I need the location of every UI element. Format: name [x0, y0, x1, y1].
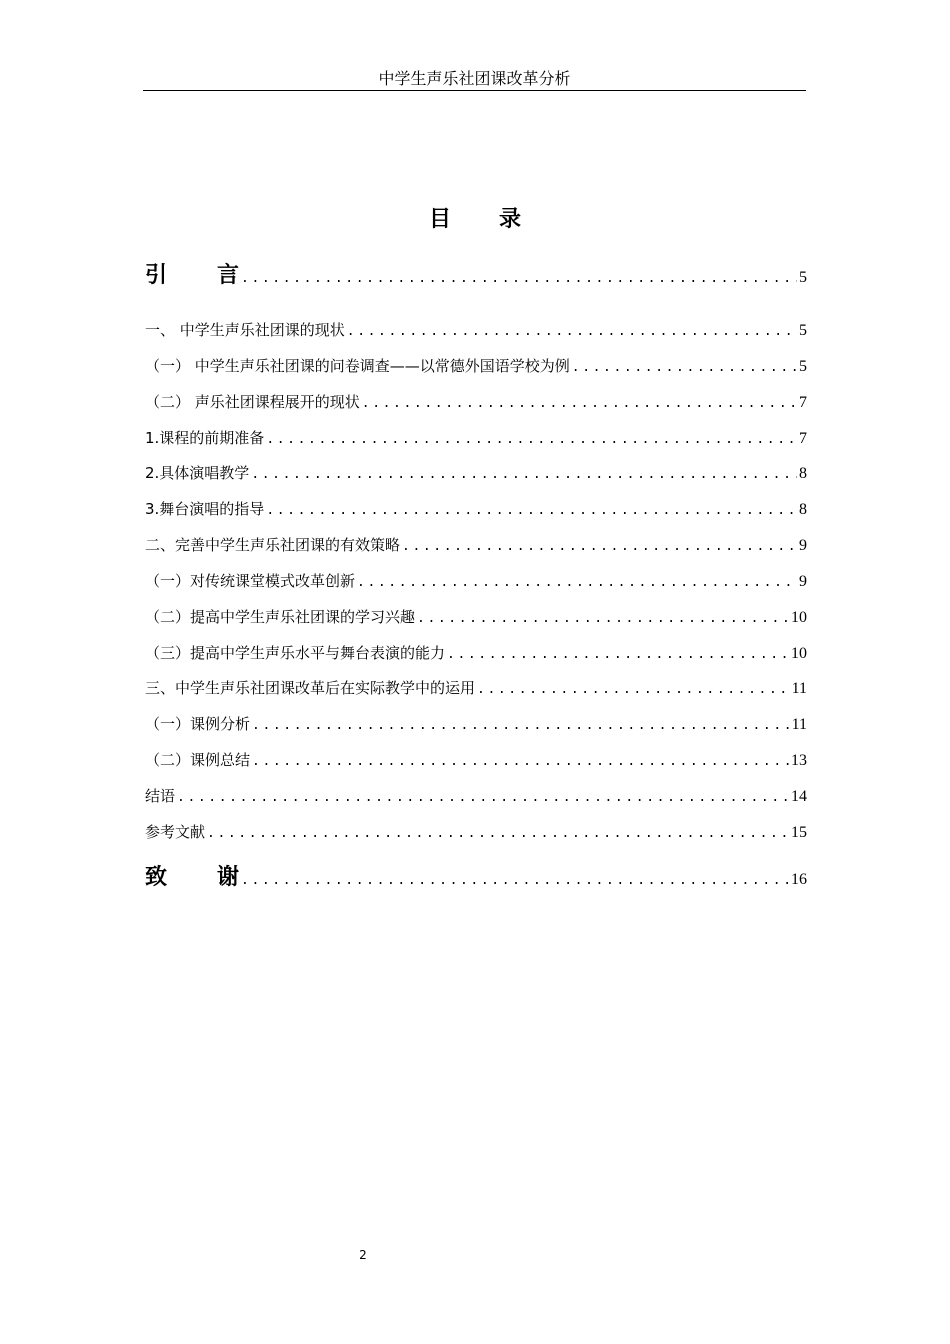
toc-entry-page: 10	[791, 609, 807, 626]
toc-entry-label: 二、完善中学生声乐社团课的有效策略	[145, 536, 401, 554]
toc-entry-label: 3.舞台演唱的指导	[145, 500, 265, 518]
toc-entry-page: 11	[791, 680, 807, 697]
toc-entry-label	[145, 263, 240, 288]
toc-entry-label-char: 致	[145, 865, 168, 890]
toc-entry-page: 15	[791, 824, 807, 841]
toc-entry[interactable]	[145, 535, 807, 557]
toc-entry-acknowledgements[interactable]	[145, 865, 807, 891]
toc-entry-label: （一）课例分析	[145, 715, 251, 733]
toc-entry[interactable]	[145, 607, 807, 629]
toc-entry-label-char: 言	[217, 263, 240, 288]
toc-leader-dots	[177, 788, 789, 808]
toc-entry-label: 一、 中学生声乐社团课的现状	[145, 321, 345, 339]
toc-entry-label: （二） 声乐社团课程展开的现状	[145, 393, 360, 411]
toc-entry[interactable]	[145, 714, 807, 736]
toc-leader-dots	[266, 430, 797, 450]
toc-entry-page: 7	[799, 394, 807, 411]
toc-entry-label-char: 谢	[217, 865, 240, 890]
toc-title	[0, 202, 950, 233]
toc-leader-dots	[252, 716, 790, 736]
toc-entry-page: 8	[799, 465, 807, 482]
running-header-title: 中学生声乐社团课改革分析	[378, 69, 571, 88]
toc-leader-dots	[266, 501, 797, 521]
page-number: 2	[359, 1248, 367, 1262]
toc-entry[interactable]	[145, 320, 807, 342]
toc-leader-dots	[477, 680, 790, 700]
toc-leader-dots	[357, 573, 797, 593]
toc-leader-dots	[241, 269, 797, 289]
toc-leader-dots	[447, 645, 789, 665]
toc-entry-label: （一） 中学生声乐社团课的问卷调查——以常德外国语学校为例	[145, 357, 570, 375]
toc-entry-introduction[interactable]	[145, 263, 807, 289]
toc-entry-page: 5	[799, 322, 807, 339]
toc-entry-page: 5	[799, 269, 807, 286]
toc-entry-page: 13	[791, 752, 807, 769]
toc-entry-label: （一）对传统课堂模式改革创新	[145, 572, 356, 590]
toc-entry[interactable]	[145, 643, 807, 665]
toc-leader-dots	[252, 752, 789, 772]
toc-title-char-2: 录	[499, 207, 522, 232]
toc-leader-dots	[362, 394, 797, 414]
toc-entry[interactable]	[145, 822, 807, 844]
toc-entry-label: 结语	[145, 787, 176, 805]
toc-leader-dots	[207, 824, 789, 844]
toc-entry-label	[145, 865, 240, 890]
toc-leader-dots	[402, 537, 797, 557]
toc-entry[interactable]	[145, 571, 807, 593]
toc-entry[interactable]	[145, 678, 807, 700]
toc-entry-page: 8	[799, 501, 807, 518]
header-rule	[143, 90, 806, 91]
toc-entry-page: 14	[791, 788, 807, 805]
toc-entry-page: 9	[799, 573, 807, 590]
toc-entry-label: 参考文献	[145, 823, 206, 841]
toc-entry[interactable]	[145, 356, 807, 378]
toc-entry[interactable]	[145, 786, 807, 808]
toc-leader-dots	[572, 358, 797, 378]
toc-leader-dots	[241, 871, 789, 891]
toc-entry[interactable]	[145, 499, 807, 521]
toc-entry-label: （二）课例总结	[145, 751, 251, 769]
toc-leader-dots	[417, 609, 789, 629]
toc-entry[interactable]	[145, 463, 807, 485]
toc-entry[interactable]	[145, 392, 807, 414]
toc-entry-label: （三）提高中学生声乐水平与舞台表演的能力	[145, 644, 446, 662]
toc-entry-page: 5	[799, 358, 807, 375]
toc-entry-label-char: 引	[145, 263, 168, 288]
toc-entry-label: 1.课程的前期准备	[145, 429, 265, 447]
toc-entry-page: 16	[791, 871, 807, 888]
toc-entry[interactable]	[145, 428, 807, 450]
toc-entry-label: 2.具体演唱教学	[145, 464, 250, 482]
toc-entry-page: 9	[799, 537, 807, 554]
toc-title-char-1: 目	[428, 207, 451, 232]
toc-entry-page: 10	[791, 645, 807, 662]
toc-leader-dots	[251, 465, 797, 485]
toc-entry-page: 7	[799, 430, 807, 447]
toc-entry-label: （二）提高中学生声乐社团课的学习兴趣	[145, 608, 416, 626]
toc-entry-page: 11	[791, 716, 807, 733]
toc-entry[interactable]	[145, 750, 807, 772]
toc-entry-label: 三、中学生声乐社团课改革后在实际教学中的运用	[145, 679, 476, 697]
toc-leader-dots	[347, 322, 797, 342]
